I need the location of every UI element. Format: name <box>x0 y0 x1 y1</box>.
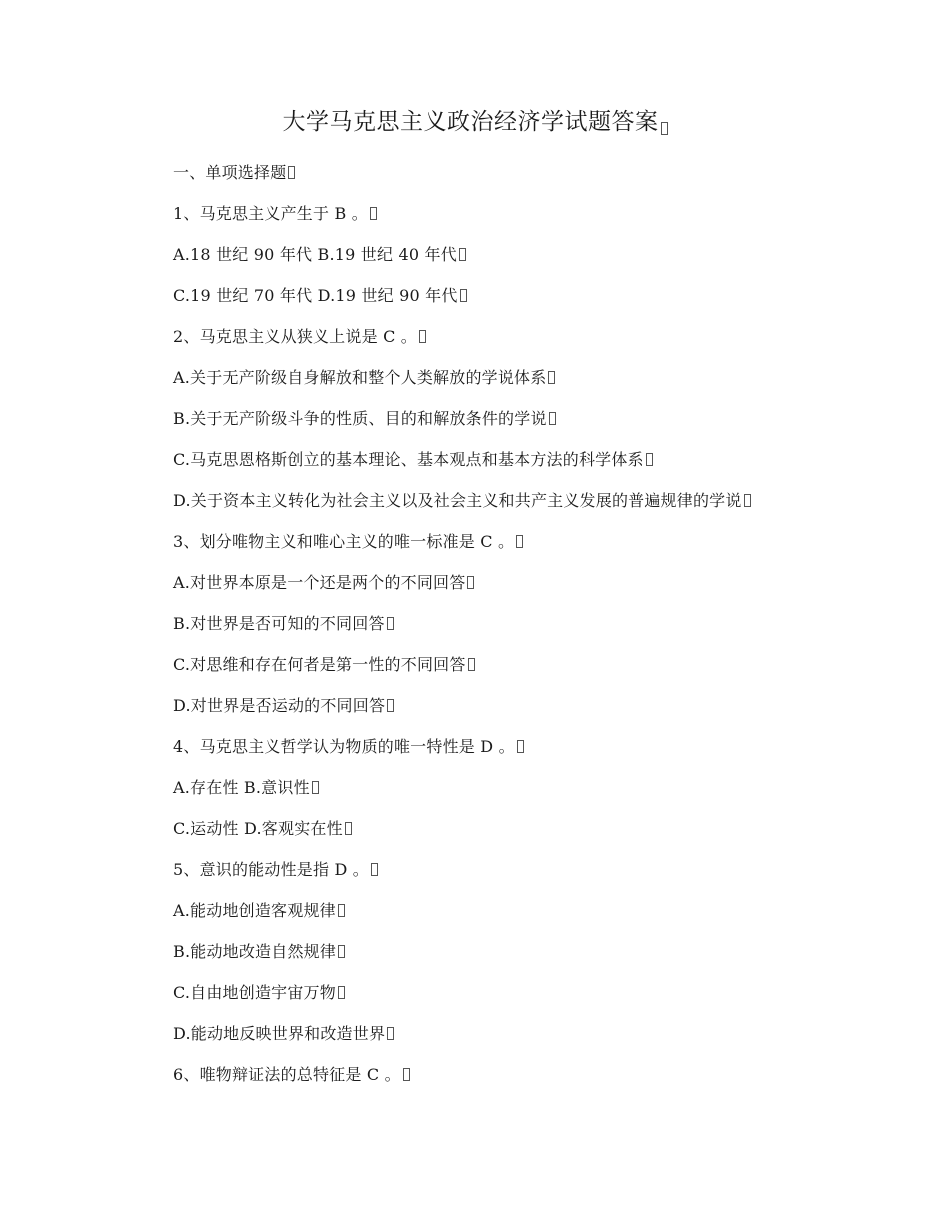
paragraph-mark-icon <box>312 781 319 794</box>
paragraph-mark-icon <box>646 453 653 466</box>
paragraph-mark-icon <box>345 822 352 835</box>
question-3-option-a <box>173 572 474 594</box>
question-3 <box>173 531 523 553</box>
question-3-option-d <box>173 695 394 717</box>
paragraph-mark-icon <box>370 207 377 220</box>
question-2-option-a <box>173 367 555 389</box>
paragraph-mark-icon <box>516 535 523 548</box>
line-text: A.存在性 B.意识性 <box>173 778 310 797</box>
question-5-option-a <box>173 900 345 922</box>
question-4-options-ab <box>173 777 319 799</box>
line-text: C.自由地创造宇宙万物 <box>173 983 336 1002</box>
line-text: C.马克思恩格斯创立的基本理论、基本观点和基本方法的科学体系 <box>173 450 644 469</box>
line-text: A.18 世纪 90 年代 B.19 世纪 40 年代 <box>173 245 457 264</box>
paragraph-mark-icon <box>467 576 474 589</box>
question-6 <box>173 1064 410 1086</box>
line-text: 1、马克思主义产生于 B 。 <box>173 204 368 223</box>
question-5-option-b <box>173 941 345 963</box>
paragraph-mark-icon <box>288 166 295 179</box>
paragraph-mark-icon <box>459 248 466 261</box>
line-text: A.关于无产阶级自身解放和整个人类解放的学说体系 <box>173 368 547 387</box>
question-4 <box>173 736 524 758</box>
line-text: A.对世界本原是一个还是两个的不同回答 <box>173 573 466 592</box>
paragraph-mark-icon <box>338 904 345 917</box>
line-text: 2、马克思主义从狭义上说是 C 。 <box>173 327 417 346</box>
document-title <box>0 106 950 138</box>
line-text: 5、意识的能动性是指 D 。 <box>173 860 369 879</box>
document-title-text: 大学马克思主义政治经济学试题答案 <box>282 109 659 135</box>
question-2-option-c <box>173 449 653 471</box>
line-text: B.关于无产阶级斗争的性质、目的和解放条件的学说 <box>173 409 547 428</box>
paragraph-mark-icon <box>371 863 378 876</box>
question-5 <box>173 859 378 881</box>
paragraph-mark-icon <box>468 658 475 671</box>
line-text: C.运动性 D.客观实在性 <box>173 819 343 838</box>
question-1 <box>173 203 377 225</box>
line-text: C.对思维和存在何者是第一性的不同回答 <box>173 655 466 674</box>
line-text: D.关于资本主义转化为社会主义以及社会主义和共产主义发展的普遍规律的学说 <box>173 491 742 510</box>
question-2 <box>173 326 426 348</box>
paragraph-mark-icon <box>403 1068 410 1081</box>
question-2-option-b <box>173 408 556 430</box>
paragraph-mark-icon <box>548 371 555 384</box>
paragraph-mark-icon <box>387 617 394 630</box>
line-text: D.能动地反映世界和改造世界 <box>173 1024 386 1043</box>
line-text: D.对世界是否运动的不同回答 <box>173 696 386 715</box>
question-2-option-d <box>173 490 751 512</box>
paragraph-mark-icon <box>387 699 394 712</box>
question-1-options-cd <box>173 285 467 307</box>
question-3-option-c <box>173 654 475 676</box>
paragraph-mark-icon <box>460 289 467 302</box>
question-1-options-ab <box>173 244 466 266</box>
question-3-option-b <box>173 613 394 635</box>
line-text: 4、马克思主义哲学认为物质的唯一特性是 D 。 <box>173 737 515 756</box>
question-4-options-cd <box>173 818 352 840</box>
paragraph-mark-icon <box>338 986 345 999</box>
line-text: B.能动地改造自然规律 <box>173 942 337 961</box>
line-text: 3、划分唯物主义和唯心主义的唯一标准是 C 。 <box>173 532 515 551</box>
paragraph-mark-icon <box>517 740 524 753</box>
question-5-option-d <box>173 1023 394 1045</box>
paragraph-mark-icon <box>744 494 751 507</box>
question-5-option-c <box>173 982 345 1004</box>
paragraph-mark-icon <box>661 122 668 135</box>
paragraph-mark-icon <box>549 412 556 425</box>
section-heading <box>173 162 295 184</box>
paragraph-mark-icon <box>338 945 345 958</box>
line-text: A.能动地创造客观规律 <box>173 901 336 920</box>
line-text: C.19 世纪 70 年代 D.19 世纪 90 年代 <box>173 286 458 305</box>
line-text: 一、单项选择题 <box>173 163 287 182</box>
line-text: B.对世界是否可知的不同回答 <box>173 614 385 633</box>
paragraph-mark-icon <box>387 1027 394 1040</box>
line-text: 6、唯物辩证法的总特征是 C 。 <box>173 1065 401 1084</box>
paragraph-mark-icon <box>419 330 426 343</box>
